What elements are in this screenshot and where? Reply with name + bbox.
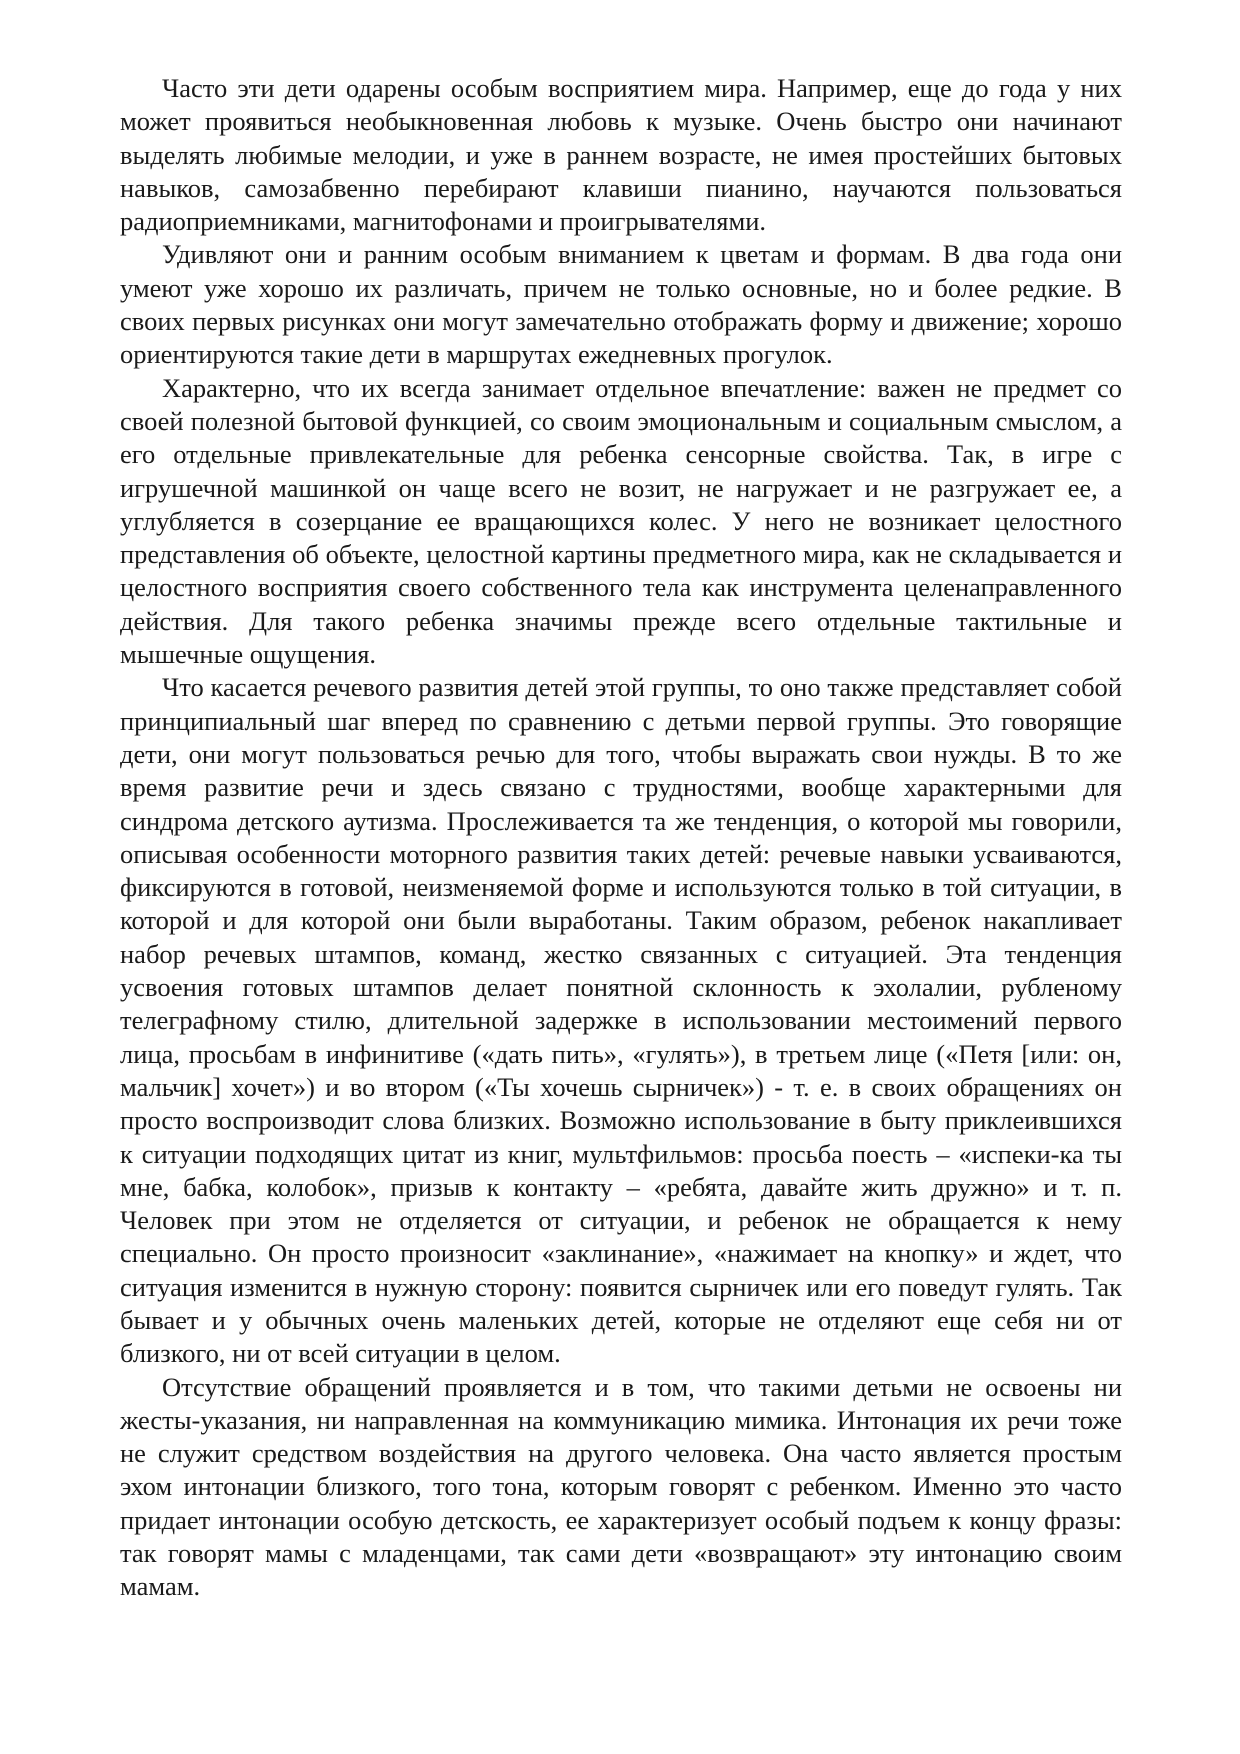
paragraph-1: Часто эти дети одарены особым восприятием мира. Например, еще до года у них может проявиться необыкновенная любовь к музыке. Очень быстро они начинают выделять любимые мелодии, и уже в раннем возрасте, не имея простейших бытовых навыков, самозабвенно перебирают клавиши пианино, научаются пользоваться радиоприемниками, магнитофонами и проигрывателями. <box>120 73 1122 237</box>
paragraph-3: Характерно, что их всегда занимает отдельное впечатление: важен не предмет со своей полезной бытовой функцией, со своим эмоциональным и социальным смыслом, а его отдельные привлекательные для ребенка сенсорные свойства. Так, в игре с игрушечной машинкой он чаще всего не возит, не нагружает и не разгружает ее, а углубляется в созерцание ее вращающихся колес. У него не возникает целостного представления об объекте, целостной картины предметного мира, как не складывается и целостного восприятия своего собственного тела как инструмента целенаправленного действия. Для такого ребенка значимы прежде всего отдельные тактильные и мышечные ощущения. <box>120 372 1122 670</box>
paragraph-4: Что касается речевого развития детей этой группы, то оно также представляет собой принципиальный шаг вперед по сравнению с детьми первой группы. Это говорящие дети, они могут пользоваться речью для того, чтобы выражать свои нужды. В то же время развитие речи и здесь связано с трудностями, вообще характерными для синдрома детского аутизма. Прослеживается та же тенденция, о которой мы говорили, описывая особенности моторного развития таких детей: речевые навыки усваиваются, фиксируются в готовой, неизменяемой форме и используются только в той ситуации, в которой и для которой они были выработаны. Таким образом, ребенок накапливает набор речевых штампов, команд, жестко связанных с ситуацией. Эта тенденция усвоения готовых штампов делает понятной склонность к эхолалии, рубленому телеграфному стилю, длительной задержке в использовании местоимений первого лица, просьбам в инфинитиве («дать пить», «гулять»), в третьем лице («Петя [или: он, мальчик] хочет») и во втором («Ты хочешь сырничек») - т. е. в своих обращениях он просто воспроизводит слова близких. Возможно использование в быту приклеившихся к ситуации подходящих цитат из книг, мультфильмов: просьба поесть – «испеки-ка ты мне, бабка, колобок», призыв к контакту – «ребята, давайте жить дружно» и т. п. Человек при этом не отделяется от ситуации, и ребенок не обращается к нему специально. Он просто произносит «заклинание», «нажимает на кнопку» и ждет, что ситуация изменится в нужную сторону: появится сырничек или его поведут гулять. Так бывает и у обычных очень маленьких детей, которые не отделяют еще себя ни от близкого, ни от всей ситуации в целом. <box>120 672 1122 1369</box>
paragraph-5: Отсутствие обращений проявляется и в том, что такими детьми не освоены ни жесты-указания, ни направленная на коммуникацию мимика. Интонация их речи тоже не служит средством воздействия на другого человека. Она часто является простым эхом интонации близкого, того тона, которым говорят с ребенком. Именно это часто придает интонации особую детскость, ее характеризует особый подъем к концу фразы: так говорят мамы с младенцами, так сами дети «возвращают» эту интонацию своим мамам. <box>120 1371 1122 1602</box>
document-page <box>120 72 1122 1604</box>
paragraph-2: Удивляют они и ранним особым вниманием к цветам и формам. В два года они умеют уже хорошо их различать, причем не только основные, но и более редкие. В своих первых рисунках они могут замечательно отображать форму и движение; хорошо ориентируются такие дети в маршрутах ежедневных прогулок. <box>120 239 1122 370</box>
